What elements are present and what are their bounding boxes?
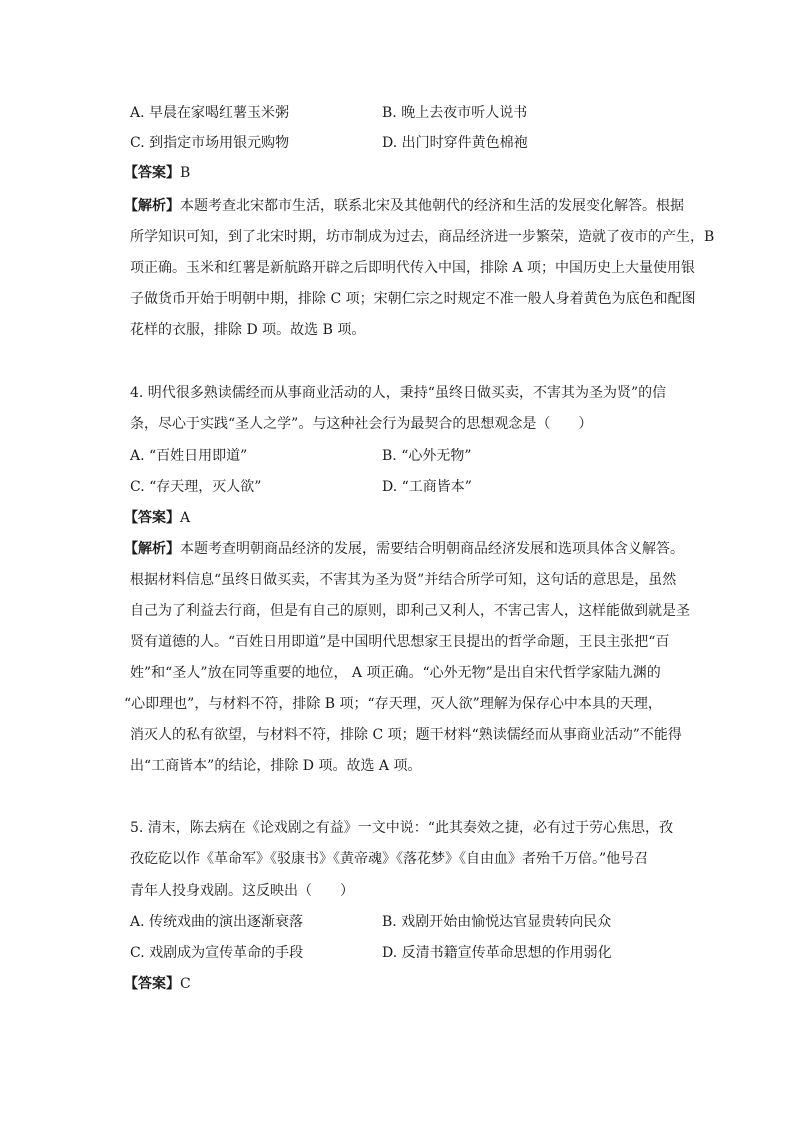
q4-analysis-line: 出“工商皆本”的结论，排除 D 项。故选 A 项。 [130, 758, 422, 774]
q4-option-a: A. “百姓日用即道” [130, 448, 248, 464]
q3-option-c: C. 到指定市场用银元购物 [130, 135, 290, 151]
q4-option-b: B. “心外无物” [382, 448, 472, 464]
analysis-tag: 【解析】 [124, 198, 180, 214]
q5-option-d: D. 反清书籍宣传革命思想的作用弱化 [382, 945, 612, 961]
answer-tag: 【答案】 [124, 976, 180, 992]
answer-tag: 【答案】 [124, 165, 180, 181]
answer-value: B [180, 165, 191, 181]
q4-analysis-line: 贤有道德的人。“百姓日用即道”是中国明代思想家王艮提出的哲学命题，王艮主张把“百 [130, 634, 670, 650]
q4-option-c: C. “存天理，灭人欲” [130, 479, 262, 495]
q3-analysis-line: 所学知识可知，到了北宋时期，坊市制成为过去，商品经济进一步繁荣，造就了夜市的产生，B [130, 229, 715, 245]
q3-option-a: A. 早晨在家喝红薯玉米粥 [130, 105, 290, 121]
q5-stem-line: 青年人投身戏剧。这反映出（ ） [130, 883, 354, 899]
q4-option-d: D. “工商皆本” [382, 479, 472, 495]
q5-option-b: B. 戏剧开始由愉悦达官显贵转向民众 [382, 914, 612, 930]
q5-option-a: A. 传统戏曲的演出逐渐衰落 [130, 914, 304, 930]
answer-value: A [180, 510, 191, 526]
q4-analysis-line: 根据材料信息“虽终日做买卖，不害其为圣为贤”并结合所学可知，这句话的意思是，虽然 [130, 572, 677, 588]
answer-value: C [180, 976, 191, 992]
q3-analysis-line: 子做货币开始于明朝中期，排除 C 项；宋朝仁宗之时规定不准一般人身着黄色为底色和配图 [130, 291, 696, 307]
q4-answer [124, 508, 714, 528]
q3-answer [124, 163, 714, 183]
q3-analysis-line: 花样的衣服，排除 D 项。故选 B 项。 [130, 322, 366, 338]
q5-stem-line: 孜矻矻以作《革命军》《驳康书》《黄帝魂》《落花梦》《自由血》者殆千万倍。”他号召 [130, 851, 649, 867]
q4-analysis-line: 消灭人的私有欲望，与材料不符，排除 C 项；题干材料“熟读儒经而从事商业活动”不能得 [130, 727, 682, 743]
q3-analysis-line: 【解析】本题考查北宋都市生活，联系北宋及其他朝代的经济和生活的发展变化解答。根据 [124, 198, 684, 214]
q4-analysis-line: “心即理也”，与材料不符，排除 B 项；“存天理，灭人欲”理解为保存心中本具的天理， [124, 696, 662, 712]
q5-stem-line: 5. 清末，陈去病在《论戏剧之有益》一文中说：“此其奏效之捷，必有过于劳心焦思，孜 [130, 820, 673, 836]
answer-tag: 【答案】 [124, 510, 180, 526]
q4-analysis-line: 【解析】本题考查明朝商品经济的发展，需要结合明朝商品经济发展和选项具体含义解答。 [124, 541, 684, 557]
q5-answer [124, 974, 714, 994]
q3-option-d: D. 出门时穿件黄色棉袍 [382, 135, 528, 151]
q3-option-b: B. 晚上去夜市听人说书 [382, 105, 528, 121]
q4-analysis-line: 自己为了利益去行商，但是有自己的原则，即利己又利人，不害己害人，这样能做到就是圣 [130, 603, 690, 619]
q3-analysis-line: 项正确。玉米和红薯是新航路开辟之后即明代传入中国，排除 A 项；中国历史上大量使用银 [130, 260, 696, 276]
analysis-tag: 【解析】 [124, 541, 180, 557]
q4-analysis-line: 姓”和“圣人”放在同等重要的地位， A 项正确。“心外无物”是出自宋代哲学家陆九渊的 [130, 665, 661, 681]
q4-stem-line: 条，尽心于实践“圣人之学”。与这种社会行为最契合的思想观念是（ ） [130, 416, 593, 432]
q5-option-c: C. 戏剧成为宣传革命的手段 [130, 945, 304, 961]
q4-stem-line: 4. 明代很多熟读儒经而从事商业活动的人，秉持“虽终日做买卖，不害其为圣为贤”的信 [130, 385, 667, 401]
